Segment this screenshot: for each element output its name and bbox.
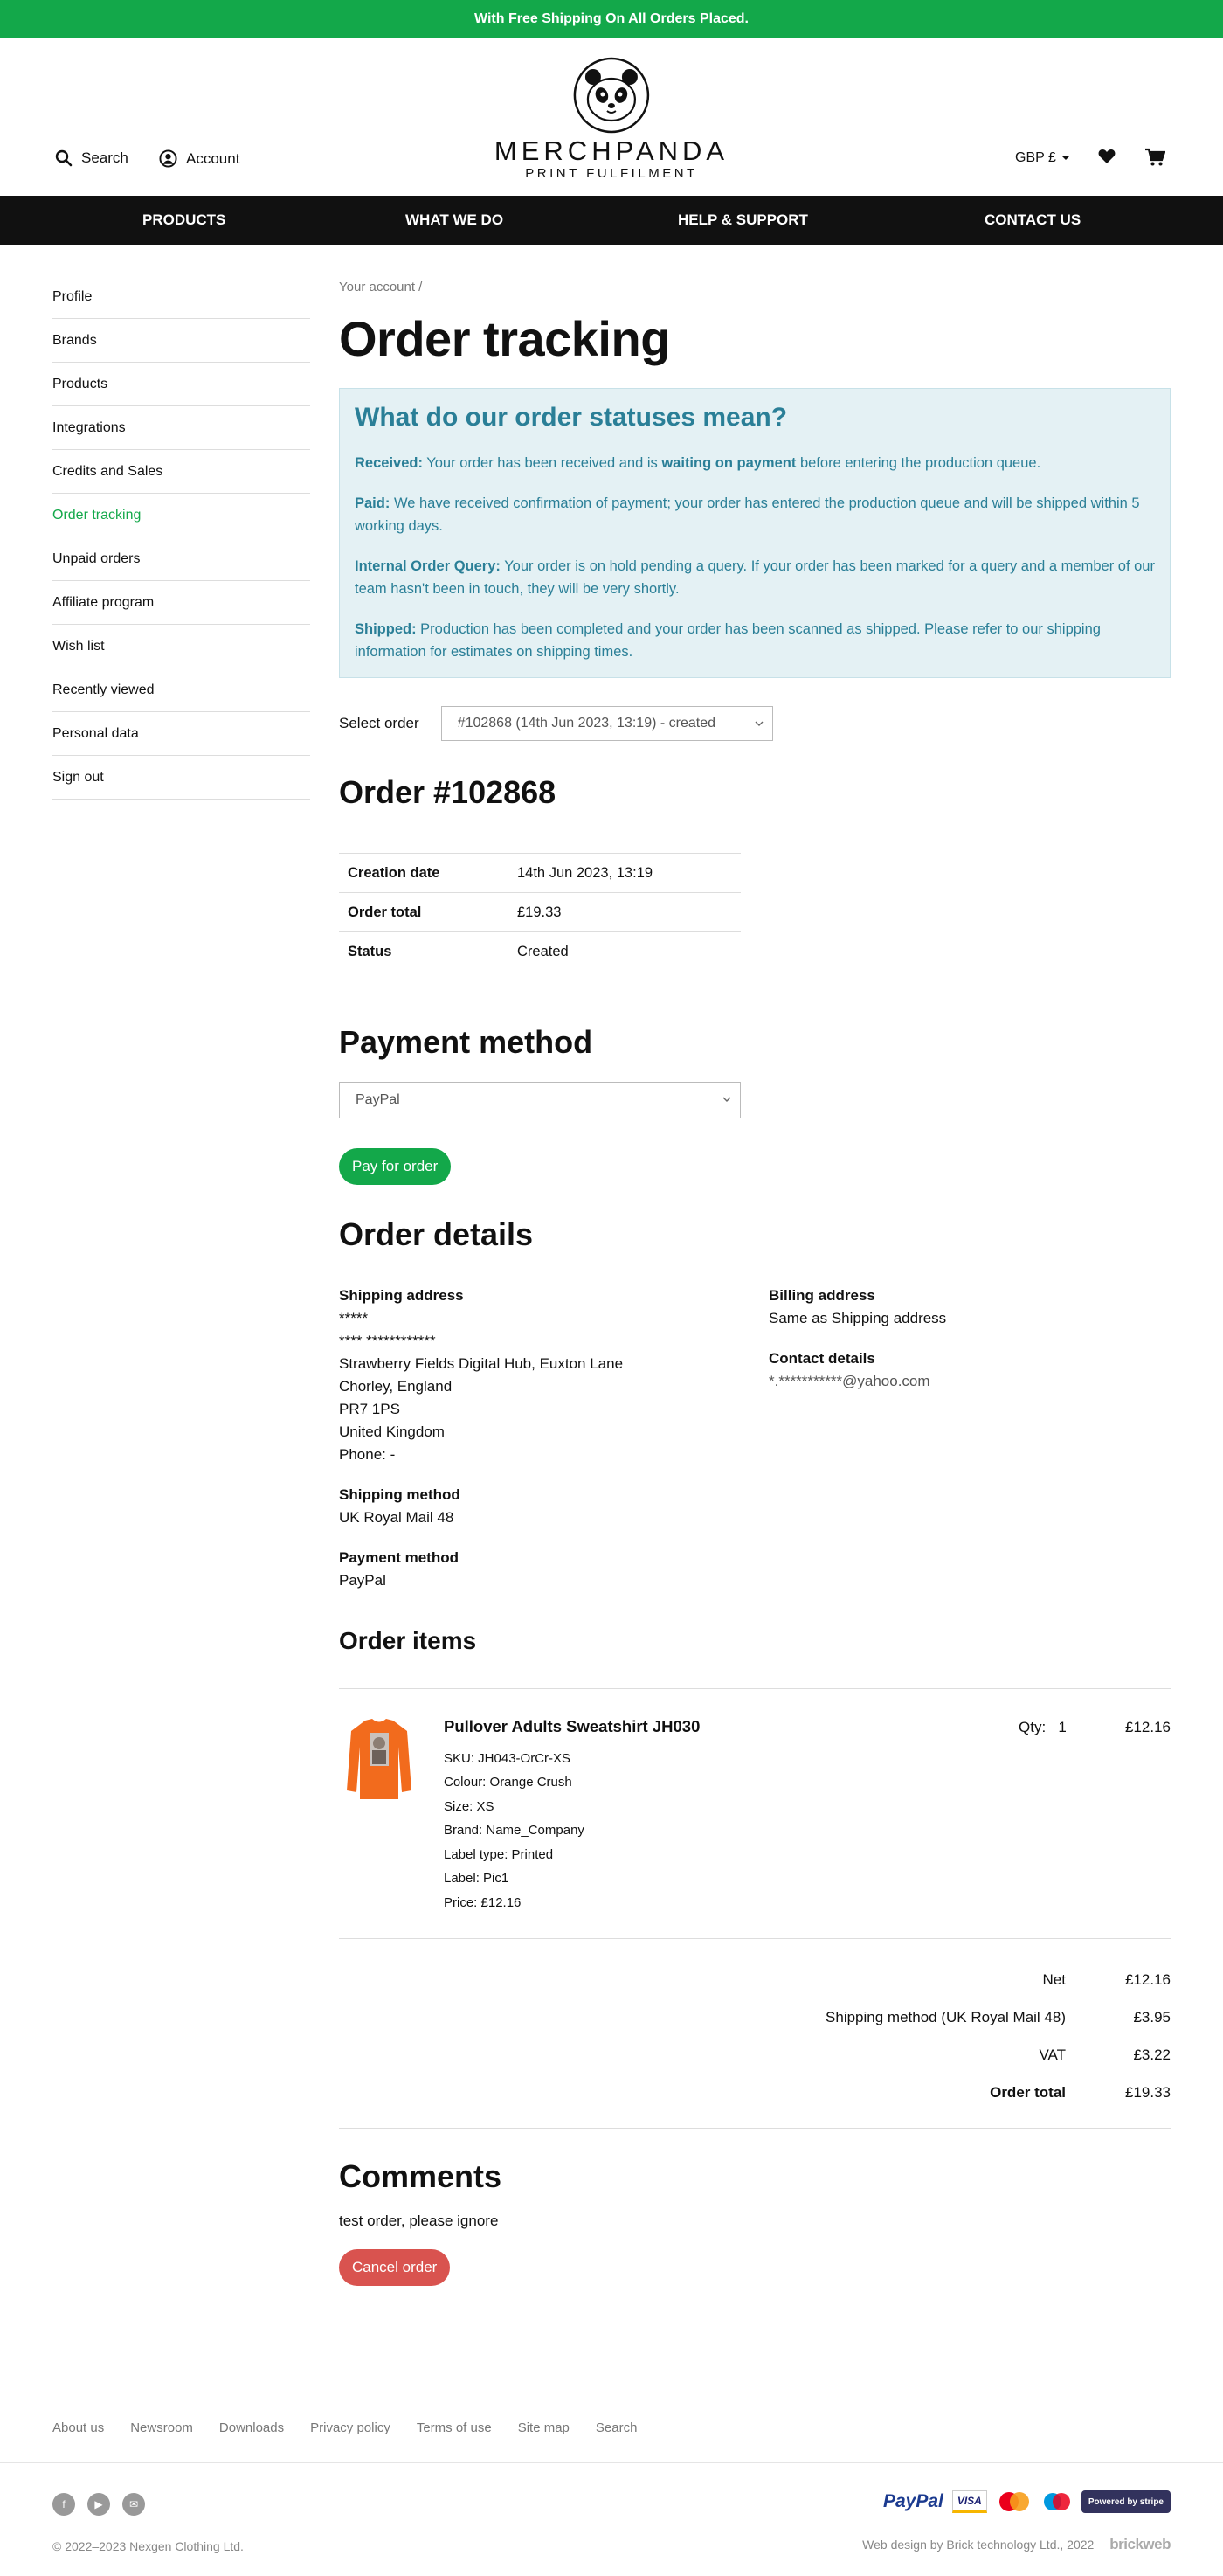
billing-column: [769, 1285, 946, 1393]
sidebar-item-products[interactable]: Products: [52, 363, 310, 406]
sidebar-item-recently-viewed[interactable]: Recently viewed: [52, 668, 310, 712]
breadcrumb-text[interactable]: Your account /: [339, 280, 423, 294]
sidebar-item-wish-list[interactable]: Wish list: [52, 625, 310, 668]
order-items-heading: Order items: [339, 1626, 477, 1654]
qty-label: Qty:: [1019, 1718, 1047, 1735]
status-info-box: [339, 388, 1171, 678]
nav-contact-us[interactable]: CONTACT US: [985, 211, 1081, 228]
credit-text[interactable]: Web design by Brick technology Ltd., 2022: [862, 2538, 1095, 2552]
sidebar-item-brands[interactable]: Brands: [52, 319, 310, 363]
facebook-icon[interactable]: f: [52, 2493, 75, 2516]
shipping-column: [339, 1285, 623, 1592]
brand-tagline: PRINT FULFILMENT: [525, 166, 698, 181]
panda-logo-icon: [572, 56, 651, 135]
brand-name: MERCHPANDA: [494, 135, 729, 166]
sidebar-item-unpaid-orders[interactable]: Unpaid orders: [52, 537, 310, 581]
item-name[interactable]: Pullover Adults Sweatshirt JH030: [444, 1716, 701, 1735]
wishlist-link[interactable]: [1098, 149, 1116, 164]
item-size: Size: XS: [444, 1798, 494, 1814]
nav-what-we-do[interactable]: WHAT WE DO: [405, 211, 504, 228]
nav-help-support[interactable]: HELP & SUPPORT: [678, 211, 808, 228]
sidebar-item-credits-sales[interactable]: Credits and Sales: [52, 450, 310, 494]
comments-heading: Comments: [339, 2157, 502, 2194]
sidebar-item-order-tracking[interactable]: Order tracking: [52, 494, 310, 537]
order-title: Order #102868: [339, 774, 556, 810]
status-received: Received: Your order has been received and is waiting on payment before entering the production queue.: [355, 455, 1041, 471]
stripe-icon: Powered by stripe: [1081, 2490, 1171, 2513]
table-row: Order total £19.33: [339, 893, 741, 932]
contact-details-label: Contact details: [769, 1349, 875, 1367]
youtube-icon[interactable]: ▶: [87, 2493, 110, 2516]
footer-link-newsroom[interactable]: Newsroom: [130, 2420, 193, 2435]
address-line: *****: [339, 1309, 369, 1326]
sweatshirt-thumbnail[interactable]: [346, 1717, 412, 1803]
design-credit: [862, 2536, 1171, 2553]
shipping-method-label: Shipping method: [339, 1485, 460, 1503]
item-label: Label: Pic1: [444, 1871, 509, 1886]
copyright: © 2022–2023 Nexgen Clothing Ltd.: [52, 2539, 244, 2553]
search-icon: [55, 149, 73, 167]
address-line: **** ************: [339, 1332, 436, 1349]
search-label: Search: [81, 149, 128, 166]
mastercard-icon: [996, 2490, 1033, 2513]
account-link[interactable]: [159, 149, 239, 168]
page-title: Order tracking: [339, 311, 670, 366]
item-label-type: Label type: Printed: [444, 1846, 554, 1862]
social-links: [52, 2493, 145, 2516]
main-nav: [0, 196, 1223, 245]
shipping-method-block: [339, 1484, 623, 1529]
footer-link-sitemap[interactable]: Site map: [517, 2420, 570, 2435]
select-order-dropdown[interactable]: [441, 706, 773, 741]
pay-for-order-button[interactable]: Pay for order: [339, 1148, 451, 1185]
totals-row-order-total: Order total £19.33: [990, 2084, 1171, 2101]
account-icon: [159, 149, 177, 168]
sidebar-item-sign-out[interactable]: Sign out: [52, 756, 310, 800]
address-line: Chorley, England: [339, 1377, 453, 1395]
currency-label: GBP £: [1015, 150, 1056, 165]
item-meta: [444, 1747, 584, 1915]
status-shipped: Shipped: Production has been completed and your order has been scanned as shipped. Please refer to our shipping information for estimates on shipping times.: [355, 621, 1101, 660]
footer-link-terms[interactable]: Terms of use: [416, 2420, 492, 2435]
caret-down-icon: [1061, 156, 1070, 161]
main-content: [339, 280, 1171, 2286]
contact-block: [769, 1347, 946, 1393]
brickweb-logo[interactable]: brickweb: [1109, 2536, 1171, 2552]
select-order-label: Select order: [339, 715, 419, 731]
visa-icon: VISA: [952, 2490, 987, 2513]
account-label: Account: [186, 149, 240, 167]
comments-section: [339, 2128, 1171, 2286]
cart-icon: [1144, 148, 1165, 167]
currency-selector[interactable]: [1015, 150, 1070, 166]
payment-icons: [883, 2490, 1171, 2513]
order-details-section: [339, 1285, 1171, 1634]
payment-method-detail: PayPal: [339, 1571, 386, 1589]
item-sku: SKU: JH043-OrCr-XS: [444, 1750, 571, 1766]
footer-link-privacy[interactable]: Privacy policy: [310, 2420, 390, 2435]
contact-email: *.***********@yahoo.com: [769, 1372, 930, 1389]
shipping-address-label: Shipping address: [339, 1286, 464, 1304]
promo-banner: [0, 0, 1223, 38]
sidebar-item-integrations[interactable]: Integrations: [52, 406, 310, 450]
address-line: Phone: -: [339, 1445, 396, 1463]
select-order-value: #102868 (14th Jun 2023, 13:19) - created: [457, 716, 715, 731]
billing-address-value: Same as Shipping address: [769, 1309, 947, 1326]
sidebar-item-affiliate[interactable]: Affiliate program: [52, 581, 310, 625]
heart-icon: [1098, 149, 1116, 164]
nav-products[interactable]: PRODUCTS: [142, 211, 226, 228]
footer-link-about[interactable]: About us: [52, 2420, 105, 2435]
account-sidebar: [52, 275, 310, 800]
table-row: Status Created: [339, 932, 741, 972]
order-totals: [339, 1938, 1171, 2128]
item-price-line: Price: £12.16: [444, 1894, 522, 1910]
chevron-down-icon: [722, 1097, 731, 1103]
totals-row-net: Net £12.16: [1042, 1971, 1171, 1988]
item-price: £12.16: [1125, 1718, 1171, 1735]
chevron-down-icon: [755, 721, 764, 727]
cancel-order-button[interactable]: Cancel order: [339, 2249, 450, 2286]
breadcrumb[interactable]: [339, 280, 1171, 294]
payment-method-value: PayPal: [356, 1091, 400, 1107]
order-summary-table: [339, 853, 741, 972]
promo-text: With Free Shipping On All Orders Placed.: [474, 11, 749, 26]
address-line: United Kingdom: [339, 1423, 445, 1440]
footer-links: [52, 2420, 637, 2435]
payment-method-block: [339, 1547, 623, 1592]
totals-row-vat: VAT £3.22: [1039, 2046, 1171, 2063]
billing-address-label: Billing address: [769, 1286, 875, 1304]
footer-link-search[interactable]: Search: [595, 2420, 638, 2435]
email-icon[interactable]: ✉: [122, 2493, 145, 2516]
totals-row-shipping: Shipping method (UK Royal Mail 48) £3.95: [826, 2009, 1171, 2025]
table-row: Creation date 14th Jun 2023, 13:19: [339, 854, 741, 893]
status-paid: Paid: We have received confirmation of payment; your order has entered the production queue and will be shipped within 5 working days.: [355, 495, 1140, 534]
select-order-row: [339, 706, 1171, 741]
order-details-heading: Order details: [339, 1215, 534, 1252]
comment-text: test order, please ignore: [339, 2212, 499, 2229]
order-item: [339, 1688, 1171, 1938]
sidebar-item-profile[interactable]: Profile: [52, 275, 310, 319]
item-brand: Brand: Name_Company: [444, 1823, 584, 1838]
payment-method-heading: Payment method: [339, 1023, 593, 1060]
status-internal-query: Internal Order Query: Your order is on hold pending a query. If your order has been marked for a query and a member of our team hasn't been in touch, they will be very shortly.: [355, 558, 1155, 597]
shipping-method-value: UK Royal Mail 48: [339, 1508, 454, 1526]
sidebar-item-personal-data[interactable]: Personal data: [52, 712, 310, 756]
item-qty: [1019, 1719, 1067, 1736]
payment-method-label: Payment method: [339, 1548, 459, 1566]
footer-link-downloads[interactable]: Downloads: [218, 2420, 285, 2435]
paypal-icon: PayPal: [882, 2491, 943, 2511]
address-line: PR7 1PS: [339, 1400, 400, 1417]
site-header: [0, 38, 1223, 228]
maestro-icon: [1041, 2490, 1073, 2513]
cart-link[interactable]: [1144, 148, 1165, 167]
qty-value: 1: [1058, 1718, 1067, 1735]
site-logo[interactable]: [494, 38, 729, 181]
search-link[interactable]: [55, 149, 128, 167]
payment-method-select[interactable]: [339, 1082, 741, 1118]
status-info-heading: What do our order statuses mean?: [355, 403, 788, 432]
item-colour: Colour: Orange Crush: [444, 1775, 572, 1790]
footer-divider: [0, 2462, 1223, 2463]
address-line: Strawberry Fields Digital Hub, Euxton Lane: [339, 1354, 624, 1372]
